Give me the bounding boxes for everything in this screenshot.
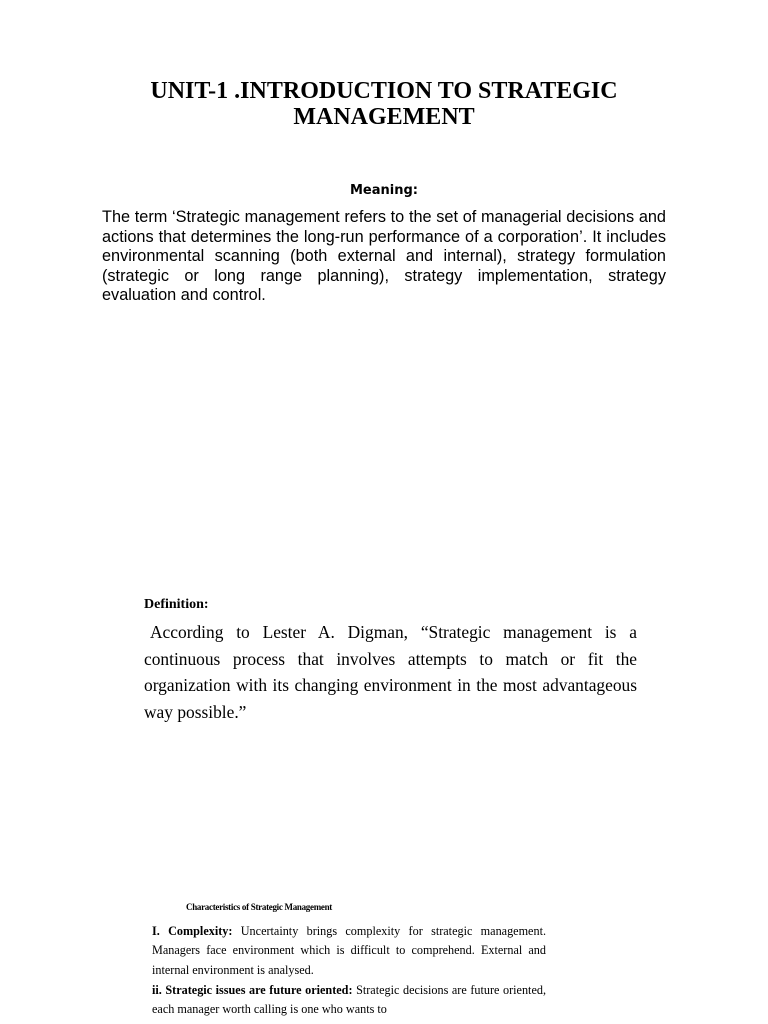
definition-paragraph: According to Lester A. Digman, “Strategic management is a continuous process that involves attempts to match or fit the organization with its changing environment in the most advantageous way possible.” [144,622,637,722]
characteristic-complexity [152,922,546,980]
meaning-paragraph: The term ‘Strategic management refers to the set of managerial decisions and actions that determines the long-run performance of a corporation’. It includes environmental scanning (both external and internal), strategy formulation (strategic or long range planning), strategy implementation, strategy evaluation and control. [102,208,666,304]
definition-heading: Definition: [144,597,209,612]
meaning-heading: Meaning: [350,183,418,198]
characteristic-text: Uncertainty brings complexity for strategic management. Managers face environment which is difficult to comprehend. External and internal environment is analysed. [152,924,546,977]
characteristic-text: Strategic decisions are future oriented, each manager worth calling is one who wants to [152,983,546,1017]
page-title: UNIT-1 .INTRODUCTION TO STRATEGIC MANAGEMENT [150,78,618,130]
characteristic-term: I. Complexity: [152,924,233,938]
characteristic-term: ii. Strategic issues are future oriented: [152,983,353,997]
characteristics-heading: Characteristics of Strategic Management [186,902,332,912]
characteristic-future-oriented [152,981,546,1020]
